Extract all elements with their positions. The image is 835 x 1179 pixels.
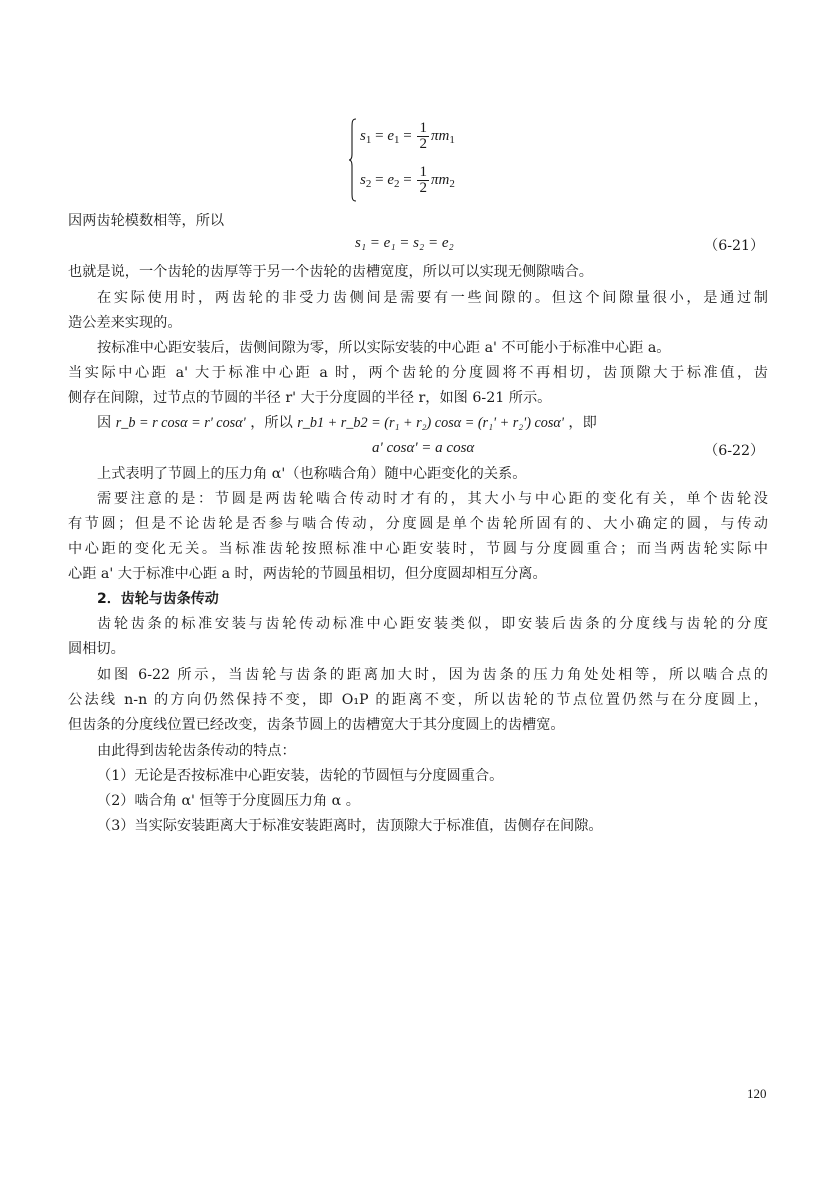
equation-number-6-21: （6-21） [704, 238, 765, 254]
section-heading: 2．齿轮与齿条传动 [97, 591, 219, 607]
equation-number-6-22: （6-22） [704, 443, 765, 459]
p5-mid: ，所以 [250, 415, 293, 431]
paragraph-8-line-1: 齿轮齿条的标准安装与齿轮传动标准中心距安装类似，即安装后齿条的分度线与齿轮的分度 [97, 616, 768, 632]
p5-suffix: ，即 [568, 415, 597, 431]
paragraph-7-line-3: 中心距的变化无关。当标准齿轮按照标准中心距安装时，节圆与分度圆重合；而当两齿轮实际中 [68, 541, 768, 557]
paragraph-10: 由此得到齿轮齿条传动的特点： [97, 743, 296, 759]
equation-6-21: s₁ = e₁ = s₂ = e₂ [355, 235, 454, 251]
paragraph-2: 也就是说，一个齿轮的齿厚等于另一个齿轮的齿槽宽度，所以可以实现无侧隙啮合。 [68, 264, 593, 280]
paragraph-3-line-1: 在实际使用时，两齿轮的非受力齿侧间是需要有一些间隙的。但这个间隙量很小，是通过制 [97, 290, 768, 306]
paragraph-7-line-4: 心距 a' 大于标准中心距 a 时，两齿轮的节圆虽相切，但分度圆却相互分离。 [68, 566, 547, 582]
paragraph-9-line-3: 但齿条的分度线位置已经改变，齿条节圆上的齿槽宽大于其分度圆上的齿槽宽。 [68, 717, 565, 733]
paragraph-6: 上式表明了节圆上的压力角 α'（也称啮合角）随中心距变化的关系。 [97, 466, 527, 482]
system-row-2: $s_2 = e_2$ = $\frac{1}{2}$ $\pi m_2$ [360, 164, 455, 196]
paragraph-4-line-2: 当实际中心距 a' 大于标准中心距 a 时，两个齿轮的分度圆将不再相切，齿顶隙大于标准值，齿 [68, 365, 768, 381]
system-row-1: $s_1 = e_1$ = $\frac{1}{2}$ $\pi m_1$ [360, 120, 455, 152]
list-item-2: （2）啮合角 α' 恒等于分度圆压力角 α 。 [97, 793, 360, 809]
p5-prefix: 因 [97, 415, 112, 431]
paragraph-9-line-2: 公法线 n-n 的方向仍然保持不变，即 O₁P 的距离不变，所以齿轮的节点位置仍然与在分度圆上， [68, 692, 768, 708]
left-brace [349, 118, 357, 202]
paragraph-3-line-2: 造公差来实现的。 [68, 315, 182, 331]
p5-equation-1: r_b = r cosα = r' cosα' [115, 415, 246, 431]
paragraph-1: 因两齿轮模数相等，所以 [68, 213, 225, 229]
page-number: 120 [747, 1086, 767, 1101]
equation-6-22: a' cosα' = a cosα [372, 440, 475, 456]
paragraph-7-line-2: 有节圆；但是不论齿轮是否参与啮合传动，分度圆是单个齿轮所固有的、大小确定的圆，与传动 [68, 516, 768, 532]
paragraph-9-line-1: 如图 6-22 所示，当齿轮与齿条的距离加大时，因为齿条的压力角处处相等，所以啮合点的 [97, 667, 768, 683]
paragraph-4-line-1: 按标准中心距安装后，齿侧间隙为零，所以实际安装的中心距 a' 不可能小于标准中心距 a。 [97, 340, 671, 356]
paragraph-7-line-1: 需要注意的是：节圆是两齿轮啮合传动时才有的，其大小与中心距的变化有关，单个齿轮没 [97, 491, 768, 507]
paragraph-8-line-2: 圆相切。 [68, 641, 125, 657]
p5-equation-2: r_b1 + r_b2 = (r₁ + r₂) cosα = (r₁' + r₂') cosα' [297, 415, 564, 431]
paragraph-4-line-3: 侧存在间隙，过节点的节圆的半径 r' 大于分度圆的半径 r，如图 6-21 所示。 [68, 390, 552, 406]
list-item-3: （3）当实际安装距离大于标准安装距离时，齿顶隙大于标准值，齿侧存在间隙。 [97, 818, 603, 834]
paragraph-5 [97, 414, 768, 432]
list-item-1: （1）无论是否按标准中心距安装，齿轮的节圆恒与分度圆重合。 [97, 768, 504, 784]
